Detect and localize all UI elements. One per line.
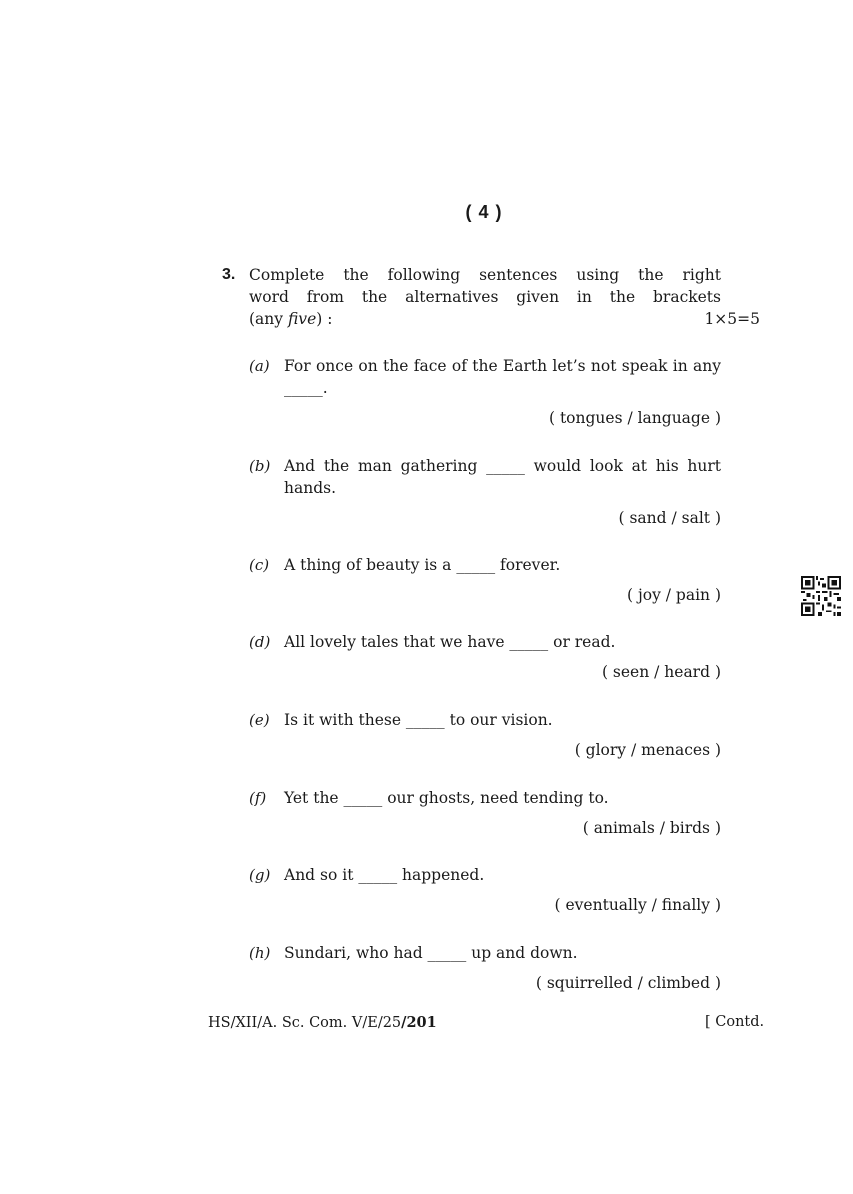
- question-instruction: [249, 264, 760, 330]
- item-a: [249, 355, 721, 429]
- item-text: Is it with these _____ to our vision.: [284, 711, 553, 729]
- instruction-italic: five: [287, 310, 317, 328]
- item-g: [249, 864, 721, 916]
- item-label: (b): [249, 457, 271, 475]
- item-label: (e): [249, 711, 270, 729]
- item-b: [249, 455, 721, 529]
- item-text: A thing of beauty is a _____ forever.: [284, 556, 561, 574]
- item-options: ( eventually / finally ): [554, 896, 721, 914]
- item-e: [249, 709, 721, 761]
- item-text: All lovely tales that we have _____ or read.: [284, 633, 616, 651]
- item-label: (h): [249, 944, 271, 962]
- item-label: (g): [249, 866, 271, 884]
- item-f: [249, 787, 721, 839]
- item-d: [249, 631, 721, 683]
- item-text: For once on the face of the Earth let’s not speak in any _____.: [284, 357, 721, 397]
- instruction-suffix: ) :: [316, 310, 333, 328]
- item-label: (d): [249, 633, 271, 651]
- question-number: 3.: [222, 266, 236, 283]
- item-c: [249, 554, 721, 606]
- paper-code-prefix: HS/XII/A. Sc. Com. V/E/25: [208, 1015, 402, 1031]
- page-number: ( 4 ): [465, 202, 503, 222]
- item-options: ( joy / pain ): [626, 586, 721, 604]
- item-text: Sundari, who had _____ up and down.: [284, 944, 578, 962]
- item-options: ( tongues / language ): [548, 409, 721, 427]
- item-options: ( squirrelled / climbed ): [535, 974, 721, 992]
- qr-code-icon: [801, 576, 841, 616]
- item-text: Yet the _____ our ghosts, need tending to.: [284, 789, 609, 807]
- item-text: And the man gathering _____ would look at his hurt hands.: [284, 457, 721, 497]
- item-label: (f): [249, 789, 267, 807]
- paper-code-number: /201: [401, 1014, 437, 1031]
- item-options: ( seen / heard ): [601, 663, 721, 681]
- item-label: (c): [249, 556, 270, 574]
- item-label: (a): [249, 357, 270, 375]
- instruction-line-3: [249, 308, 760, 330]
- instruction-line-2: word from the alternatives given in the brackets: [249, 288, 721, 306]
- question-3: [222, 264, 762, 330]
- item-text: And so it _____ happened.: [284, 866, 485, 884]
- contd-label: [ Contd.: [705, 1014, 765, 1030]
- item-options: ( sand / salt ): [618, 509, 721, 527]
- item-options: ( glory / menaces ): [574, 741, 721, 759]
- item-h: [249, 942, 721, 994]
- item-options: ( animals / birds ): [582, 819, 721, 837]
- marks: 1×5=5: [704, 310, 760, 328]
- instruction-line-1: Complete the following sentences using the right: [249, 266, 721, 284]
- instruction-prefix: (any: [249, 310, 288, 328]
- paper-code: [208, 1014, 437, 1031]
